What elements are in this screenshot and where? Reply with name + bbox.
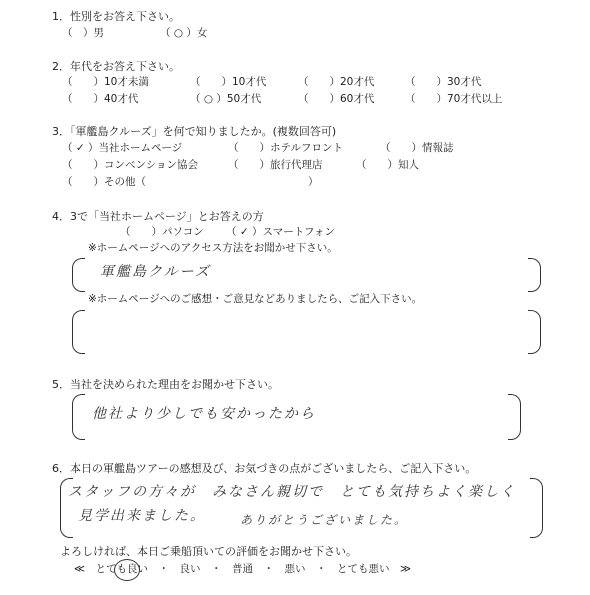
q4-answer1-handwriting[interactable]: 軍艦島クルーズ <box>100 264 211 280</box>
q2-option-20s[interactable]: （ ）20才代 <box>298 76 375 88</box>
q4-answer2-bracket-right <box>528 310 541 354</box>
q1-option-male[interactable]: （ ）男 <box>62 27 104 39</box>
q5-answer-bracket-left <box>72 394 85 440</box>
q3-title: 3．「軍艦島クルーズ」を何で知りましたか。(複数回答可) <box>52 125 337 138</box>
rating-scale[interactable]: ≪ とても良い ・ 良い ・ 普通 ・ 悪い ・ とても悪い ≫ <box>74 563 411 575</box>
q3-option-convention[interactable]: （ ）コンベンション協会 <box>62 159 199 171</box>
q6-answer-line3[interactable]: ありがとうございました。 <box>240 513 409 527</box>
q4-title: 4．3で「当社ホームページ」とお答えの方 <box>52 210 264 223</box>
q3-option-acquaintance[interactable]: （ ）知人 <box>356 159 419 171</box>
q4-answer1-bracket-left <box>72 258 85 292</box>
q6-answer-line1[interactable]: スタッフの方々が みなさん親切で とても気持ちよく楽しく <box>68 484 516 500</box>
q3-option-hotel-front[interactable]: （ ）ホテルフロント <box>228 142 343 154</box>
q3-option-travel-agency[interactable]: （ ）旅行代理店 <box>228 159 323 171</box>
q2-option-70plus[interactable]: （ ）70才代以上 <box>405 93 503 105</box>
q2-option-50s[interactable]: （ ○ ）50才代 <box>190 93 262 105</box>
rating-selected-circle <box>114 559 140 581</box>
q1-title: 1．性別をお答え下さい。 <box>52 10 180 23</box>
q4-note-impressions: ※ホームページへのご感想・ご意見などありましたら、ご記入下さい。 <box>88 293 423 305</box>
q4-answer1-bracket-right <box>528 258 541 292</box>
q1-option-female[interactable]: （ ○ ）女 <box>160 27 208 39</box>
q2-title: 2．年代をお答え下さい。 <box>52 60 180 73</box>
q6-answer-line2[interactable]: 見学出来ました。 <box>78 508 206 524</box>
q2-option-10s[interactable]: （ ）10才代 <box>190 76 267 88</box>
q2-option-under10[interactable]: （ ）10才未満 <box>62 76 149 88</box>
q4-option-pc[interactable]: （ ）パソコン <box>120 226 204 238</box>
q2-option-60s[interactable]: （ ）60才代 <box>298 93 375 105</box>
q4-note-access: ※ホームページへのアクセス方法をお聞かせ下さい。 <box>88 242 338 254</box>
q6-title: 6．本日の軍艦島ツアーの感想及び、お気づきの点がございましたら、ご記入下さい。 <box>52 462 477 475</box>
q3-option-homepage[interactable]: （ ✓ ）当社ホームページ <box>62 142 183 154</box>
q4-option-smartphone[interactable]: （ ✓ ）スマートフォン <box>226 226 335 238</box>
q6-answer-bracket-right <box>530 478 543 538</box>
q3-other-close-paren: ） <box>308 176 319 188</box>
q5-title: 5．当社を決められた理由をお聞かせ下さい。 <box>52 378 279 391</box>
q2-option-30s[interactable]: （ ）30才代 <box>405 76 482 88</box>
q2-option-40s[interactable]: （ ）40才代 <box>62 93 139 105</box>
q4-answer2-bracket-left <box>72 310 85 354</box>
q5-answer-bracket-right <box>508 394 521 440</box>
rating-prompt: よろしければ、本日ご乗船頂いての評価をお聞かせ下さい。 <box>60 545 357 558</box>
q3-option-magazine[interactable]: （ ）情報誌 <box>380 142 454 154</box>
q5-answer-handwriting[interactable]: 他社より少しでも安かったから <box>92 406 316 422</box>
q3-option-other[interactable]: （ ）その他（ <box>62 176 146 188</box>
